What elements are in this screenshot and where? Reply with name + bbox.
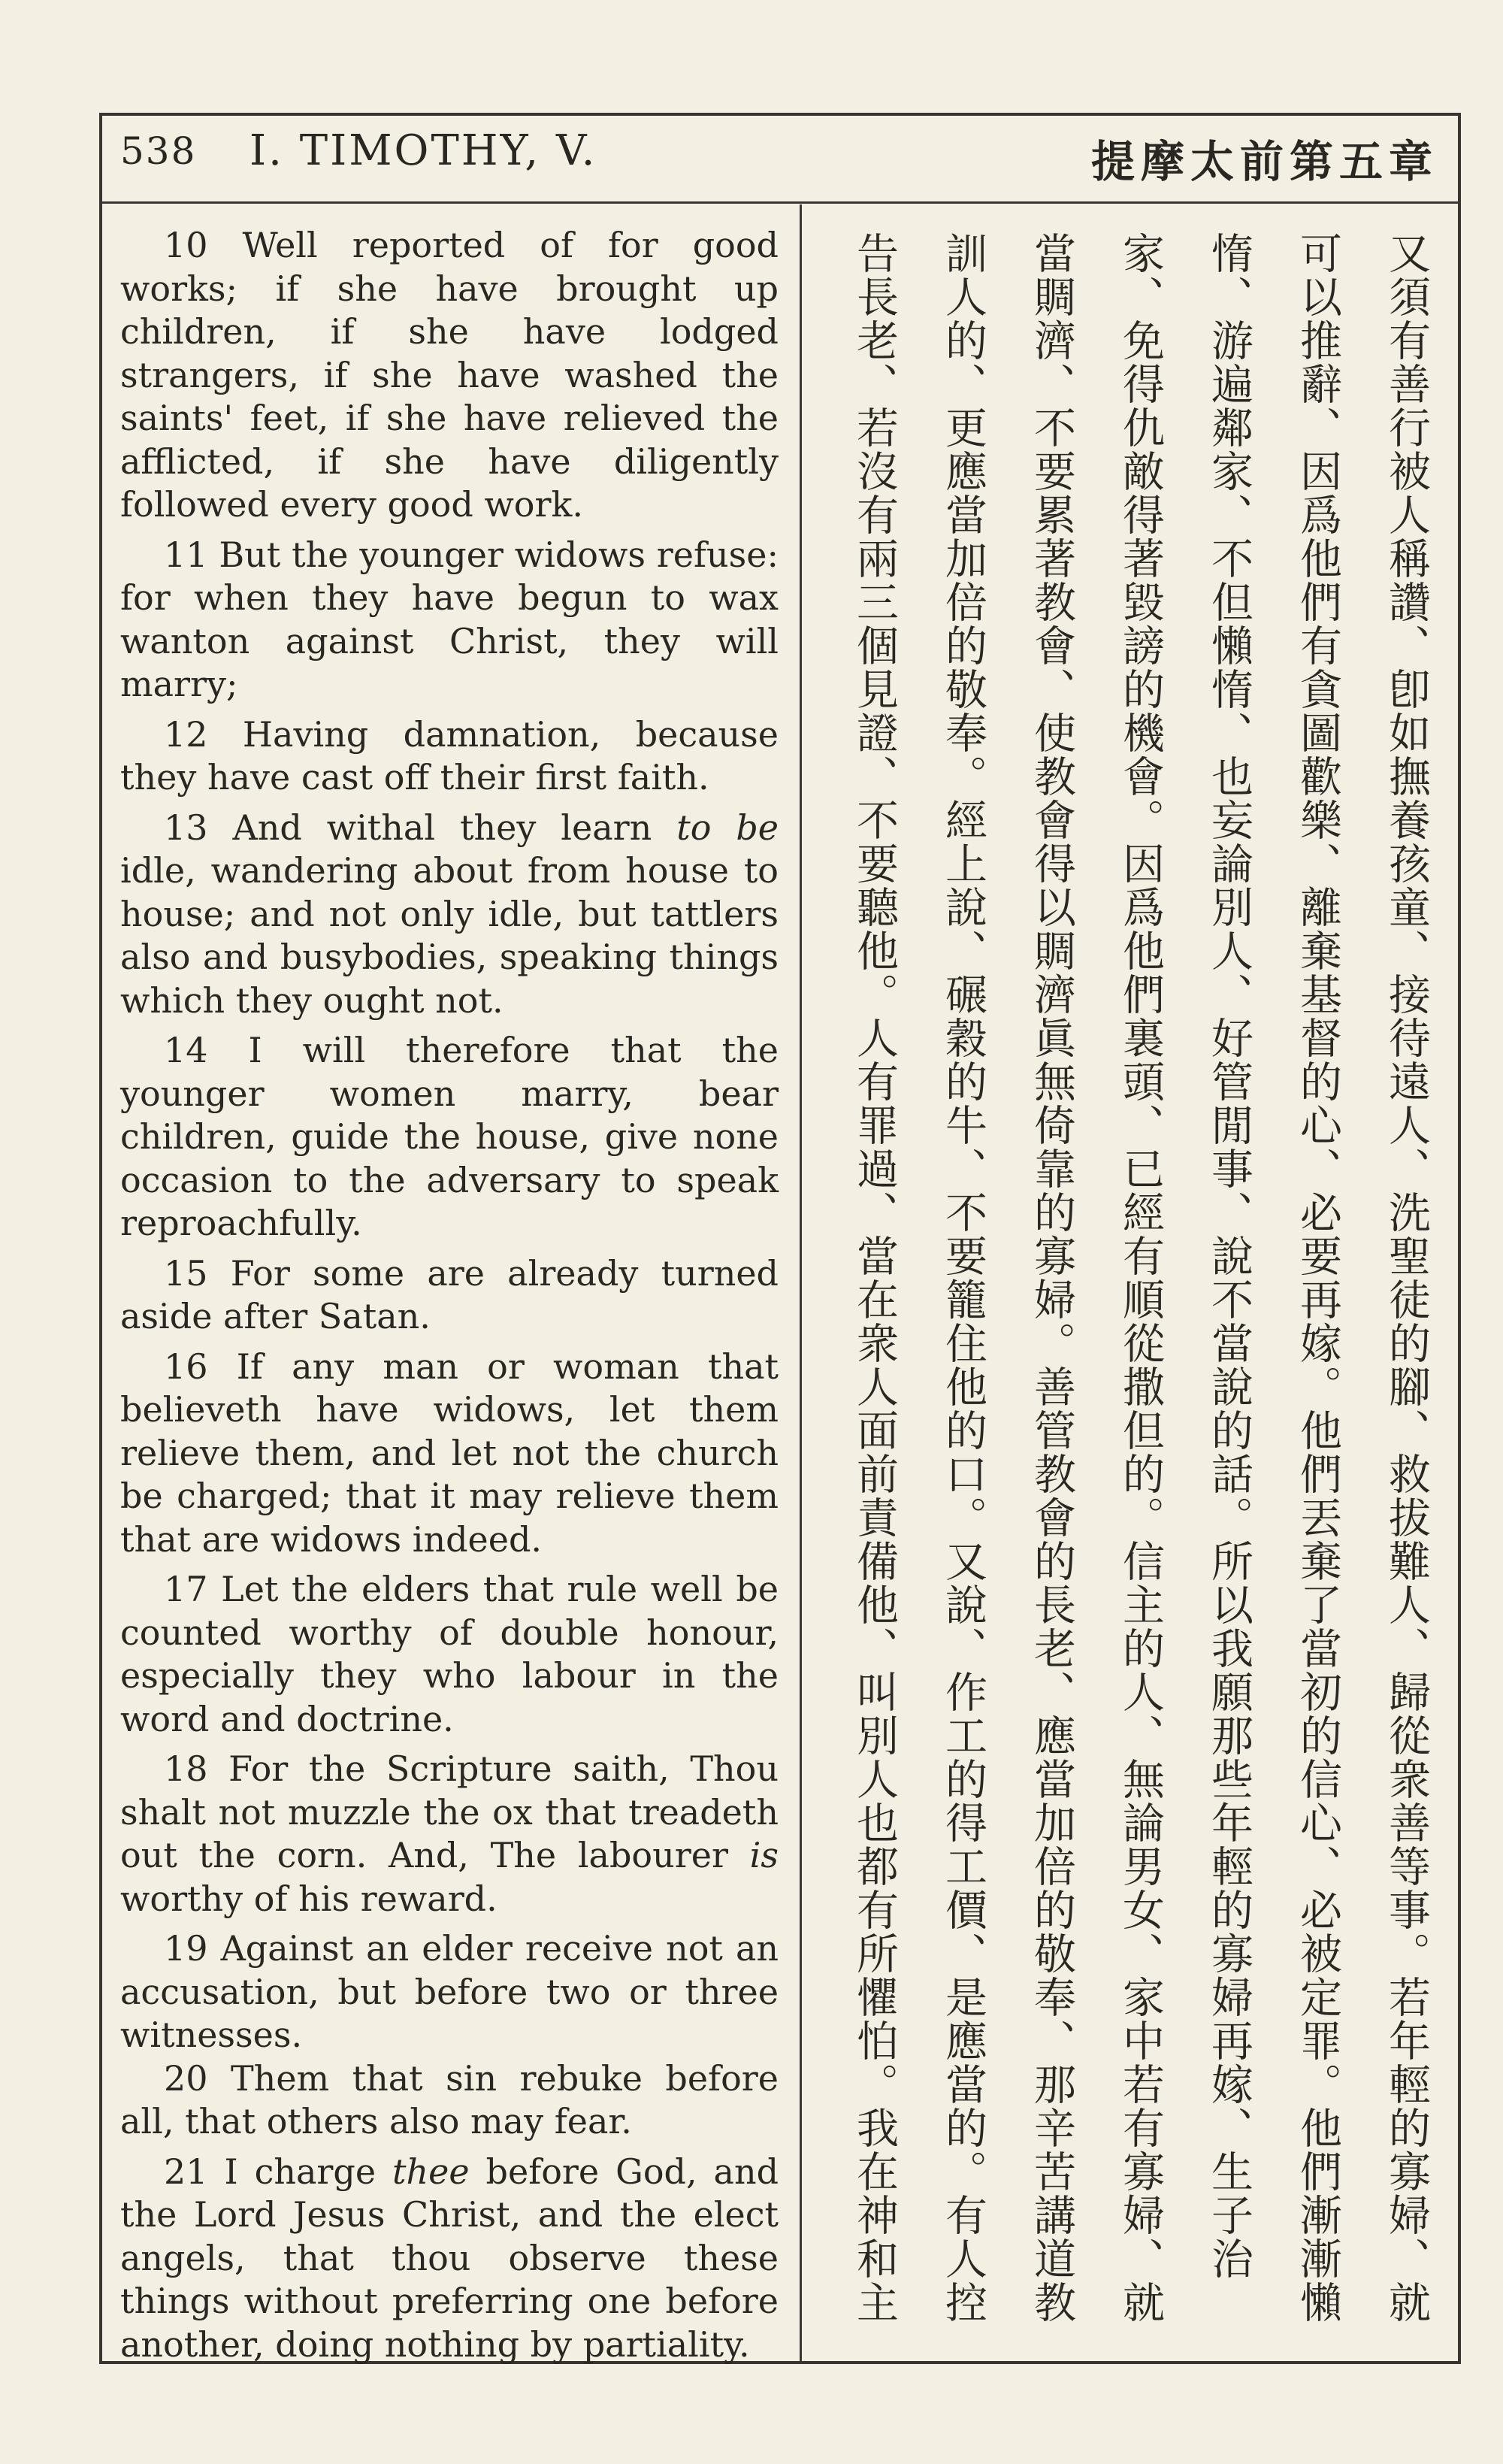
verse-21-text-a: 21 I charge: [164, 2151, 377, 2192]
header-rule: [99, 201, 1461, 204]
column-divider: [800, 204, 802, 2362]
verse-12: 12 Having damnation, because they have cast off their first faith.: [120, 713, 779, 798]
verse-13-text-a: 13 And withal they learn: [164, 807, 652, 848]
verse-18: [120, 1748, 779, 1921]
page-header: [99, 113, 1461, 204]
verse-21-italic: thee: [392, 2151, 470, 2192]
verse-10: 10 Well reported of for good works; if she have brought up children, if she have lodged strangers, if she have washed the saints' feet, if she have relieved the afflicted, if she have diligently followed every good work.: [120, 225, 779, 525]
verse-18-text-a: 18 For the Scripture saith, Thou shalt not muzzle the ox that treadeth out the corn. And, The labourer: [120, 1748, 779, 1875]
verse-13-text-b: idle, wandering about from house to house; and not only idle, but tattlers also and busybodies, speaking things which they ought not.: [120, 850, 779, 1021]
verse-18-italic: is: [749, 1835, 779, 1875]
verse-21: [120, 2151, 779, 2367]
verse-20: 20 Them that sin rebuke before all, that others also may fear.: [120, 2057, 779, 2142]
verse-19: 19 Against an elder receive not an accusation, but before two or three witnesses.: [120, 1928, 779, 2055]
chinese-running-title: 提摩太前第五章: [1090, 136, 1438, 187]
chinese-column: [812, 232, 1450, 2336]
chinese-text: 又須有善行被人稱讚、卽如撫養孩童、接待遠人、洗聖徒的腳、救拔難人、歸從衆善等事。若年輕的寡婦、就可以推辭、因爲他們有貪圖歡樂、離棄基督的心、必要再嫁。他們丟棄了當初的信心、必被定罪。他們漸漸懶惰、游遍鄰家、不但懶惰、也妄論別人、好管閒事、說不當說的話。所以我願那些年輕的寡婦再嫁、生子治家、免得仇敵得著毀謗的機會。因爲他們裏頭、已經有順從撒但的。信主的人、無論男女、家中若有寡婦、就當賙濟、不要累著教會、使教會得以賙濟眞無倚靠的寡婦。善管教會的長老、應當加倍的敬奉、那辛苦講道教訓人的、更應當加倍的敬奉。經上說、碾穀的牛、不要籠住他的口。又說、作工的得工價、是應當的。有人控告長老、若沒有兩三個見證、不要聽他。人有罪過、當在衆人面前責備他、叫別人也都有所懼怕。我在神和主: [850, 232, 1431, 2324]
verse-14: 14 I will therefore that the younger women marry, bear children, guide the house, give none occasion to the adversary to speak reproachfully.: [120, 1030, 779, 1243]
verse-13: [120, 807, 779, 1023]
english-column: [120, 224, 779, 2373]
verse-13-italic: to be: [676, 807, 779, 848]
verse-18-text-b: worthy of his reward.: [120, 1878, 497, 1919]
verse-16: 16 If any man or woman that believeth have widows, let them relieve them, and let not the church be charged; that it may relieve them that are widows indeed.: [120, 1346, 779, 1560]
verse-21-text-b: before God, and the Lord Jesus Christ, and the elect angels, that thou observe these things without preferring one before another, doing nothing by partiality.: [120, 2151, 779, 2365]
verse-11: 11 But the younger widows refuse: for when they have begun to wax wanton against Christ, they will marry;: [120, 534, 779, 704]
verse-15: 15 For some are already turned aside after Satan.: [120, 1252, 779, 1336]
page-number: 538: [120, 129, 197, 173]
verse-17: 17 Let the elders that rule well be counted worthy of double honour, especially they who labour in the word and doctrine.: [120, 1569, 779, 1739]
running-title: I. TIMOTHY, V.: [249, 126, 597, 175]
